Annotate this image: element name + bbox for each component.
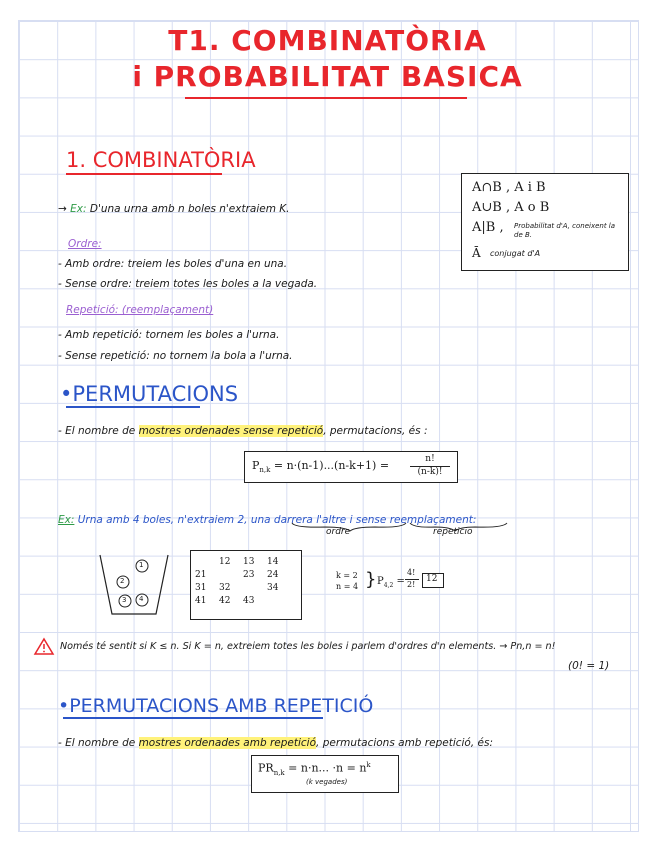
permutacions-definition [58,425,427,437]
heading-permutacions-rep: •PERMUTACIONS AMB REPETICIÓ [58,695,374,717]
perm-example-text: Urna amb 4 boles, n'extraiem 2, una darrera l'altre i sense reemplaçament: [77,514,477,526]
section-heading-combinatoria: 1. COMBINATÒRIA [66,148,256,172]
pair-cell: 21 [195,570,207,580]
definition-text-before: - El nombre de [58,425,139,437]
ball-4: 4 [139,595,144,603]
pair-cell: 12 [219,557,231,567]
permutacions-rep-definition [58,737,493,749]
pair-cell: 31 [195,583,207,593]
pair-cell: 34 [267,583,279,593]
notation-conditional-text: Probabilitat d'A, coneixent la de B. [514,222,616,239]
definition-text-after: , permutacions, és : [323,425,428,437]
pair-cell: 14 [267,557,279,567]
pair-cell: 23 [243,570,255,580]
calc-permutation [377,576,405,589]
pair-cell: 24 [267,570,279,580]
formula-denominator: (n-k)! [417,467,443,477]
ordre-item-2: - Sense ordre: treiem totes les boles a la vegada. [58,278,318,290]
permutacions-rep-formula-box [251,755,399,793]
pairs-row [195,582,285,595]
formula-numerator: n! [425,454,435,464]
example-line [58,203,290,215]
example-text: D'una urna amb n boles n'extraiem K. [89,203,290,215]
brace-ordre: ordre [326,527,351,537]
ball-3: 3 [122,596,127,604]
calc-k: k = 2 [336,571,358,580]
calc-n: n = 4 [336,582,359,591]
ball-1: 1 [139,561,144,569]
notation-union: A∪B , A o B [472,200,550,215]
ball-2: 2 [120,577,125,585]
ordre-label: Ordre: [68,238,102,250]
repeticio-item-1: - Amb repetició: tornem les boles a l'urna. [58,329,280,341]
pair-cell [219,569,237,582]
calc-p-sub: 4,2 [383,582,394,589]
calc-numerator: 4! [407,568,416,577]
arrow-icon: → [58,203,71,215]
rep-formula-pr: PR [258,761,274,775]
formula-sub: n,k [259,466,271,475]
permutacions-formula [252,459,389,474]
rep-text-before: - El nombre de [58,737,139,749]
calc-result: 12 [426,574,438,584]
pair-cell [267,595,285,608]
pairs-row [195,569,285,582]
repeticio-item-2: - Sense repetició: no tornem la bola a l'urna. [58,350,293,362]
brace-lines [290,522,510,532]
permutacions-rep-underline [63,717,323,719]
example-label: Ex: [70,203,87,215]
pair-cell: 32 [219,583,231,593]
title-underline [185,97,467,99]
pair-cell: 41 [195,596,207,606]
notation-conditional: A|B , [472,220,504,235]
rep-text-after: , permutacions amb repetició, és: [316,737,494,749]
calc-eq: = [393,576,405,587]
heading-permutacions: •PERMUTACIONS [60,382,239,406]
calc-brace: } [365,569,377,590]
pair-cell [243,582,261,595]
pair-cell: 42 [219,596,231,606]
definition-highlight: mostres ordenades sense repetició [138,425,324,437]
page-title-line2: i PROBABILITAT BASICA [132,60,523,93]
formula-p: P [252,459,260,472]
pairs-row [195,595,285,608]
pairs-grid [195,556,285,608]
warning-text: Només té sentit si K ≤ n. Si K = n, extreiem totes les boles i parlem d'ordres d'n elements. → Pn,n = n! [60,641,556,652]
rep-formula-body: = n·n... ·n = n [284,761,367,775]
notation-conjugate: Ā [472,246,481,260]
pair-cell [195,556,213,569]
calc-p: P [377,576,384,587]
rep-formula-sup: k [366,761,371,769]
pair-cell: 43 [243,596,255,606]
perm-example-label: Ex: [58,514,75,526]
section-underline [66,173,222,175]
pairs-row [195,556,285,569]
calc-result-box [422,573,444,588]
urn-drawing [98,552,170,618]
calc-denominator: 2! [407,580,416,589]
ordre-item-1: - Amb ordre: treiem les boles d'una en una. [58,258,288,270]
rep-formula-sub: n,k [273,768,285,777]
notation-box [461,173,629,271]
formula-body: = n·(n-1)...(n-k+1) = [270,459,390,472]
warning-icon [33,637,55,656]
warning-note: (0! = 1) [568,660,610,672]
permutacions-formula-box [244,451,458,483]
permutacions-underline [66,406,200,408]
pair-cell: 13 [243,557,255,567]
permutacions-rep-formula [258,761,371,777]
notation-conjugate-text: conjugat d'A [490,249,541,258]
rep-formula-note: (k vegades) [306,778,348,786]
rep-highlight: mostres ordenades amb repetició [138,737,317,749]
brace-repeticio: repeticio [433,527,473,537]
page-title-line1: T1. COMBINATÒRIA [168,24,487,57]
notation-intersection: A∩B , A i B [472,180,546,195]
repeticio-label: Repetició: (reemplaçament) [66,304,214,316]
